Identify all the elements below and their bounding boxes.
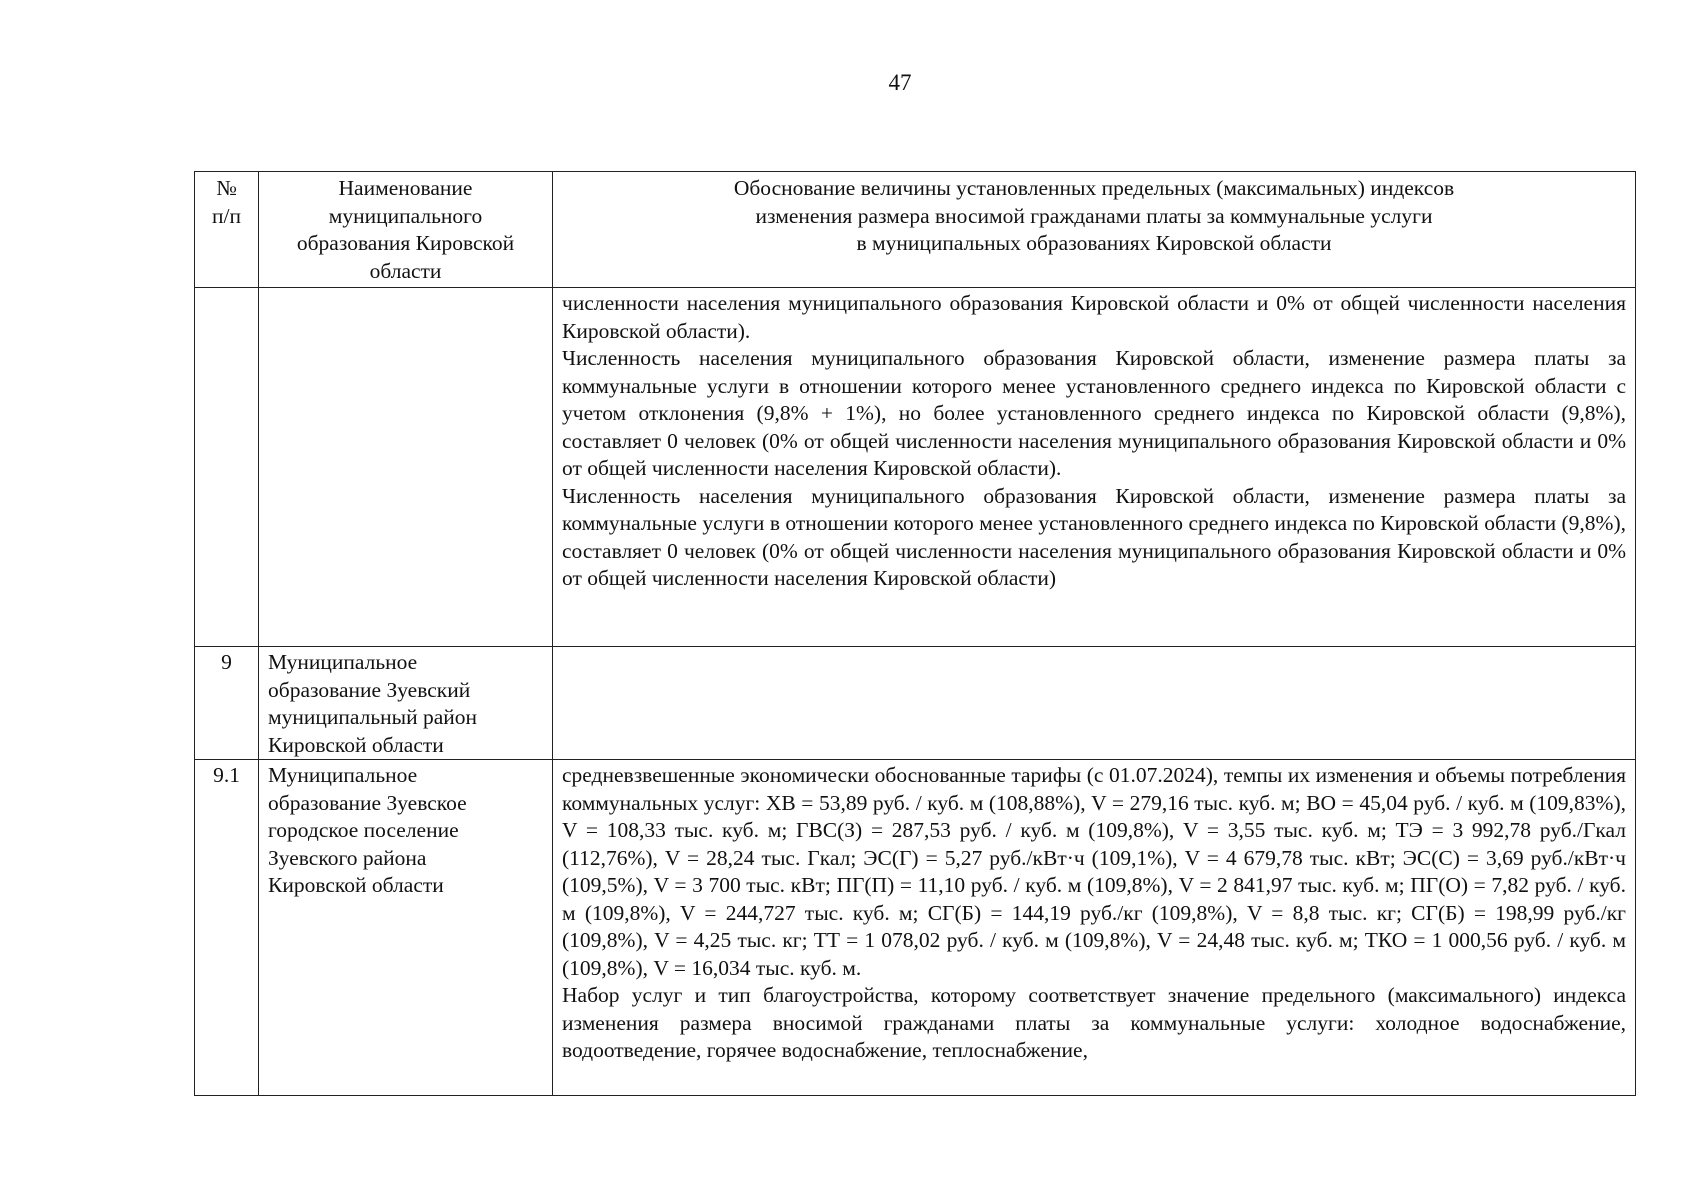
basis-paragraph: Набор услуг и тип благоустройства, которому соответствует значение предельного (максимального) индекса изменения размера вносимой гражданами платы за коммунальные услуги: холодное водоснабжение, водоотведение, горячее водоснабжение, теплоснабжение, bbox=[562, 983, 1626, 1062]
row-name-line: Зуевского района bbox=[268, 845, 427, 870]
row-name-line: Муниципальное bbox=[268, 763, 418, 787]
header-name-line: образования Кировской bbox=[296, 231, 515, 255]
header-name-line: области bbox=[369, 258, 442, 283]
row-num bbox=[195, 288, 259, 647]
row-name-line: муниципальный район bbox=[268, 705, 478, 729]
basis-paragraph: средневзвешенные экономически обоснованные тарифы (с 01.07.2024), темпы их изменения и объемы потребления коммунальных услуг: ХВ = 53,89 руб. / куб. м (108,88%), V = 279,16 тыс. куб. м; ВО = 45,04 руб. / куб. м (109,83%), V = 108,33 тыс. куб. м; ГВС(З) = 287,53 руб. / куб. м (109,8%), V = 3,55 тыс. куб. м; ТЭ = 3 992,78 руб./Гкал (112,76%), V = 28,24 тыс. Гкал; ЭС(Г) = 5,27 руб./кВт·ч (109,1%), V = 4 679,78 тыс. кВт; ЭС(С) = 3,69 руб./кВт·ч (109,5%), V = 3 700 тыс. кВт; ПГ(П) = 11,10 руб. / куб. м (109,8%), V = 2 841,97 тыс. куб. м; ПГ(О) = 7,82 руб. / куб. м (109,8%), V = 244,727 тыс. куб. м; СГ(Б) = 144,19 руб./кг (109,8%), V = 8,8 тыс. кг; СГ(Б) = 198,99 руб./кг (109,8%), V = 4,25 тыс. кг; ТТ = 1 078,02 руб. / куб. м (109,8%), V = 24,48 тыс. куб. м; ТКО = 1 000,56 руб. / куб. м (109,8%), V = 16,034 тыс. куб. м. bbox=[562, 763, 1626, 980]
header-basis-line: Обоснование величины установленных предельных (максимальных) индексов bbox=[733, 176, 1455, 200]
row-basis bbox=[553, 288, 1636, 647]
row-basis bbox=[553, 647, 1636, 760]
row-basis bbox=[553, 760, 1636, 1096]
header-name-line: Наименование bbox=[338, 176, 473, 200]
page-number: 47 bbox=[888, 70, 912, 95]
header-name bbox=[259, 172, 553, 288]
row-name-line: Кировской области bbox=[268, 732, 444, 757]
tariff-index-table bbox=[194, 171, 1636, 1096]
table-row bbox=[195, 760, 1636, 1096]
basis-paragraph: Численность населения муниципального образования Кировской области, изменение размера платы за коммунальные услуги в отношении которого менее установленного среднего индекса по Кировской области (9,8%), составляет 0 человек (0% от общей численности населения муниципального образования Кировской области и 0% от общей численности населения Кировской области) bbox=[562, 483, 1626, 590]
header-num bbox=[195, 172, 259, 288]
row-name-line: образование Зуевское bbox=[268, 790, 467, 815]
header-basis-line: в муниципальных образованиях Кировской области bbox=[856, 231, 1332, 255]
row-num: 9.1 bbox=[195, 760, 259, 1096]
table-row bbox=[195, 647, 1636, 760]
row-name bbox=[259, 288, 553, 647]
basis-paragraph: численности населения муниципального образования Кировской области и 0% от общей численности населения Кировской области). bbox=[562, 291, 1626, 343]
table-header-row bbox=[195, 172, 1636, 288]
basis-paragraph: Численность населения муниципального образования Кировской области, изменение размера платы за коммунальные услуги в отношении которого менее установленного среднего индекса по Кировской области с учетом отклонения (9,8% + 1%), но более установленного среднего индекса по Кировской области (9,8%), составляет 0 человек (0% от общей численности населения муниципального образования Кировской области и 0% от общей численности населения Кировской области). bbox=[562, 346, 1626, 480]
basis-clip bbox=[562, 762, 1626, 1095]
row-name-line: образование Зуевский bbox=[268, 677, 471, 702]
row-name-line: городское поселение bbox=[268, 818, 459, 842]
row-name-line: Муниципальное bbox=[268, 650, 418, 674]
header-num-line: п/п bbox=[212, 203, 241, 228]
header-num-line: № bbox=[216, 176, 237, 200]
header-basis-line: изменения размера вносимой гражданами платы за коммунальные услуги bbox=[755, 203, 1433, 228]
row-name bbox=[259, 647, 553, 760]
row-name bbox=[259, 760, 553, 1096]
row-name-line: Кировской области bbox=[268, 873, 444, 897]
header-basis bbox=[553, 172, 1636, 288]
header-name-line: муниципального bbox=[328, 203, 483, 228]
table-row bbox=[195, 288, 1636, 647]
row-num: 9 bbox=[195, 647, 259, 760]
